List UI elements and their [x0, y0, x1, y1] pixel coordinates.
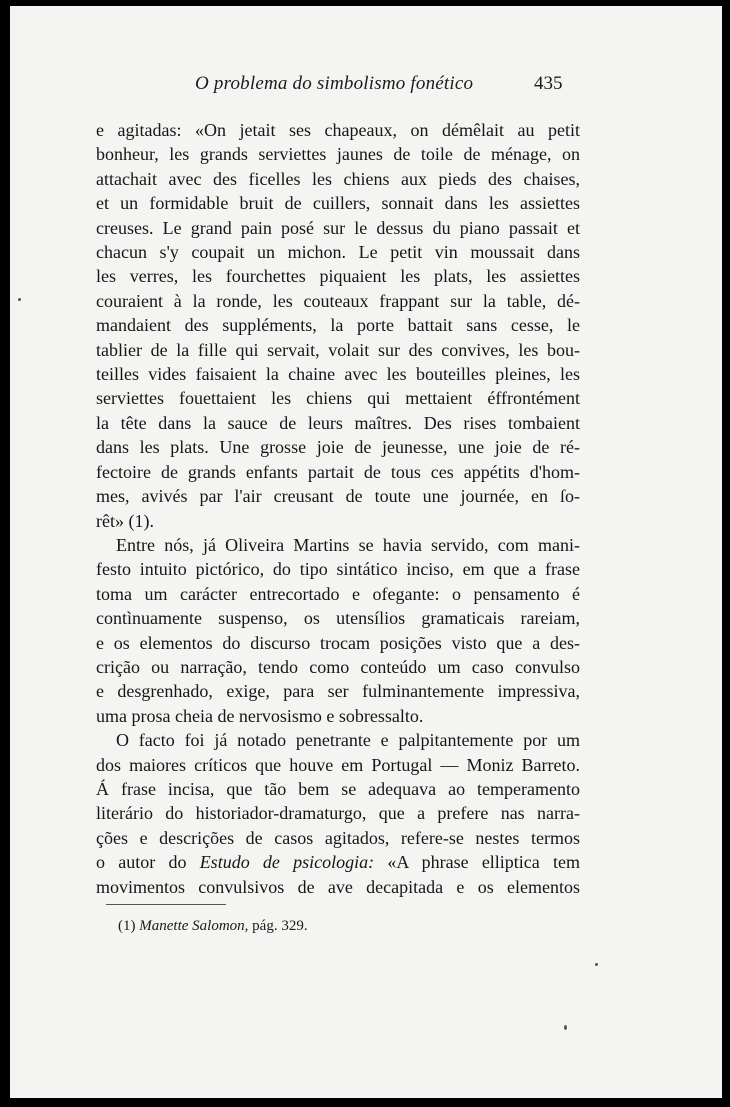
text-line: dos maiores críticos que houve em Portugal — Moniz Barreto.	[96, 754, 580, 775]
text-line: O facto foi já notado penetrante e palpitantemente por um	[116, 730, 580, 751]
paper-speck	[18, 298, 21, 301]
text-line: movimentos convulsivos de ave decapitada e os elementos	[96, 876, 580, 897]
text-line: mandaient des suppléments, la porte battait sans cesse, le	[96, 315, 580, 336]
text-line: les verres, les fourchettes piquaient les plats, les assiettes	[96, 266, 580, 287]
text-line: teilles vides faisaient la chaine avec les bouteilles pleines, les	[96, 364, 580, 385]
footnote-marker: (1)	[118, 918, 136, 934]
text-line: toma um carácter entrecortado e ofegante: o pensamento é	[96, 583, 580, 604]
text-line: bonheur, les grands serviettes jaunes de toile de ménage, on	[96, 144, 580, 165]
text-line: mes, avivés par l'air creusant de toute une journée, en ſo-	[96, 486, 580, 507]
book-page	[10, 6, 722, 1098]
text-line: rêt» (1).	[96, 510, 154, 531]
text-line: chacun s'y coupait un michon. Le petit vin moussait dans	[96, 242, 580, 263]
text-line: serviettes fouettaient les chiens qui mettaient éffrontément	[96, 388, 580, 409]
footnote-title: Manette Salomon,	[139, 918, 249, 934]
text-line: tablier de la fille qui servait, volait sur des convives, les bou-	[96, 339, 580, 360]
footnote-ref: pág. 329.	[248, 918, 308, 934]
body-text	[96, 118, 580, 899]
text-line: crição ou narração, tendo como conteúdo um caso convulso	[96, 656, 580, 677]
page-number: 435	[534, 73, 563, 94]
text-line: fectoire de grands enfants partait de tous ces appétits d'hom-	[96, 461, 580, 482]
text-line: et un formidable bruit de cuillers, sonnait dans les assiettes	[96, 193, 580, 214]
paper-speck	[595, 963, 598, 966]
text-line: couraient à la ronde, les couteaux frappant sur la table, dé-	[96, 290, 580, 311]
text-line: attachait avec des ficelles les chiens aux pieds des chaises,	[96, 168, 580, 189]
text-line: e desgrenhado, exige, para ser fulminantemente impressiva,	[96, 681, 580, 702]
running-head	[10, 73, 722, 101]
text-line: festo intuito pictórico, do tipo sintático inciso, em que a frase	[96, 559, 580, 580]
text-line: la tête dans la sauce de leurs maîtres. Des rises tombaient	[96, 412, 580, 433]
text-line: ções e descrições de casos agitados, refere-se nestes termos	[96, 827, 580, 848]
text-line: e os elementos do discurso trocam posições visto que a des-	[96, 632, 580, 653]
footnote-rule	[106, 904, 226, 905]
text-line: contìnuamente suspenso, os utensílios gramaticais rareiam,	[96, 608, 580, 629]
text-line: e agitadas: «On jetait ses chapeaux, on démêlait au petit	[96, 120, 580, 140]
text-line: uma prosa cheia de nervosismo e sobressalto.	[96, 705, 424, 726]
line-lead: o autor do	[96, 852, 200, 873]
text-line-mixed	[96, 850, 580, 874]
footnote	[118, 918, 308, 935]
cited-work-title: Estudo de psicologia:	[199, 852, 375, 873]
text-line: creuses. Le grand pain posé sur le dessus du piano passait et	[96, 217, 580, 238]
paper-speck	[564, 1025, 567, 1030]
text-line: Á frase incisa, que tão bem se adequava ao temperamento	[96, 778, 580, 799]
text-line: literário do historiador-dramaturgo, que a prefere nas narra-	[96, 803, 580, 824]
text-line: dans les plats. Une grosse joie de jeunesse, une joie de ré-	[96, 437, 580, 458]
text-line: Entre nós, já Oliveira Martins se havia servido, com mani-	[116, 534, 580, 555]
running-title: O problema do simbolismo fonético	[195, 73, 474, 94]
line-tail: «A phrase elliptica tem	[374, 852, 581, 873]
